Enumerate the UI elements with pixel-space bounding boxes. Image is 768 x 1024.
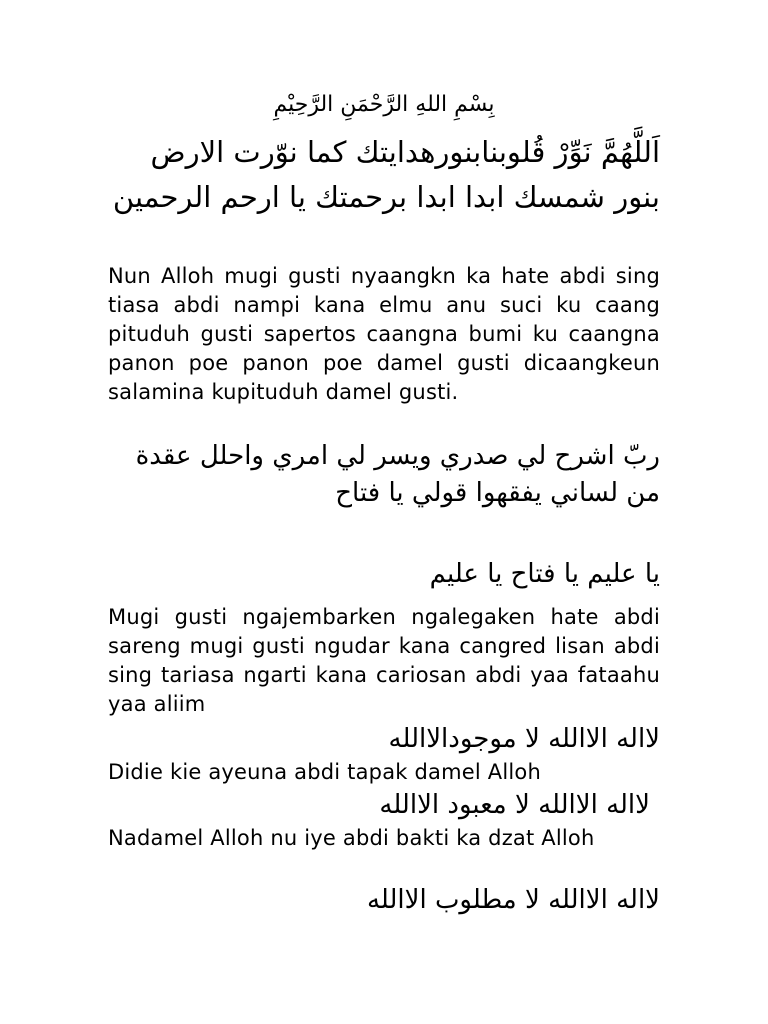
tahlil-arabic-3: لااله الاالله لا مطلوب الاالله (366, 885, 660, 915)
tahlil-translation-2: Nadamel Alloh nu iye abdi bakti ka dzat Alloh (108, 826, 595, 850)
doa-arabic-1: اَللَّهُمَّ نَوِّرْ قُلوبنابنورهدايتك كما نوّرت الارض بنور شمسك ابدا ابدا برحمتك يا ارحم الرحمين (112, 135, 660, 214)
doa-arabic-2: ربّ اشرح لي صدري ويسر لي امري واحلل عقدة من لساني يفقهوا قولي يا فتاح (135, 441, 660, 508)
document-page (108, 0, 660, 1024)
basmala-heading: بِسْمِ اللهِ الرَّحْمَنِ الرَّحِيْمِ (273, 92, 495, 117)
tahlil-translation-1: Didie kie ayeuna abdi tapak damel Alloh (108, 760, 541, 784)
tahlil-arabic-1: لااله الاالله لا موجودالاالله (388, 724, 660, 754)
doa-translation-2: Mugi gusti ngajembarken ngalegaken hate abdi sareng mugi gusti ngudar kana cangred lisan abdi sing tariasa ngarti kana cariosan abdi yaa fataahu yaa aliim (108, 605, 660, 716)
doa-arabic-3: يا عليم يا فتاح يا عليم (429, 559, 660, 589)
doa-translation-1: Nun Alloh mugi gusti nyaangkn ka hate abdi sing tiasa abdi nampi kana elmu anu suci ku caang pituduh gusti sapertos caangna bumi ku caangna panon poe panon poe damel gusti dicaangkeun salamina kupituduh damel gusti. (108, 264, 660, 404)
tahlil-arabic-2: لااله الاالله لا معبود الاالله (379, 790, 650, 820)
